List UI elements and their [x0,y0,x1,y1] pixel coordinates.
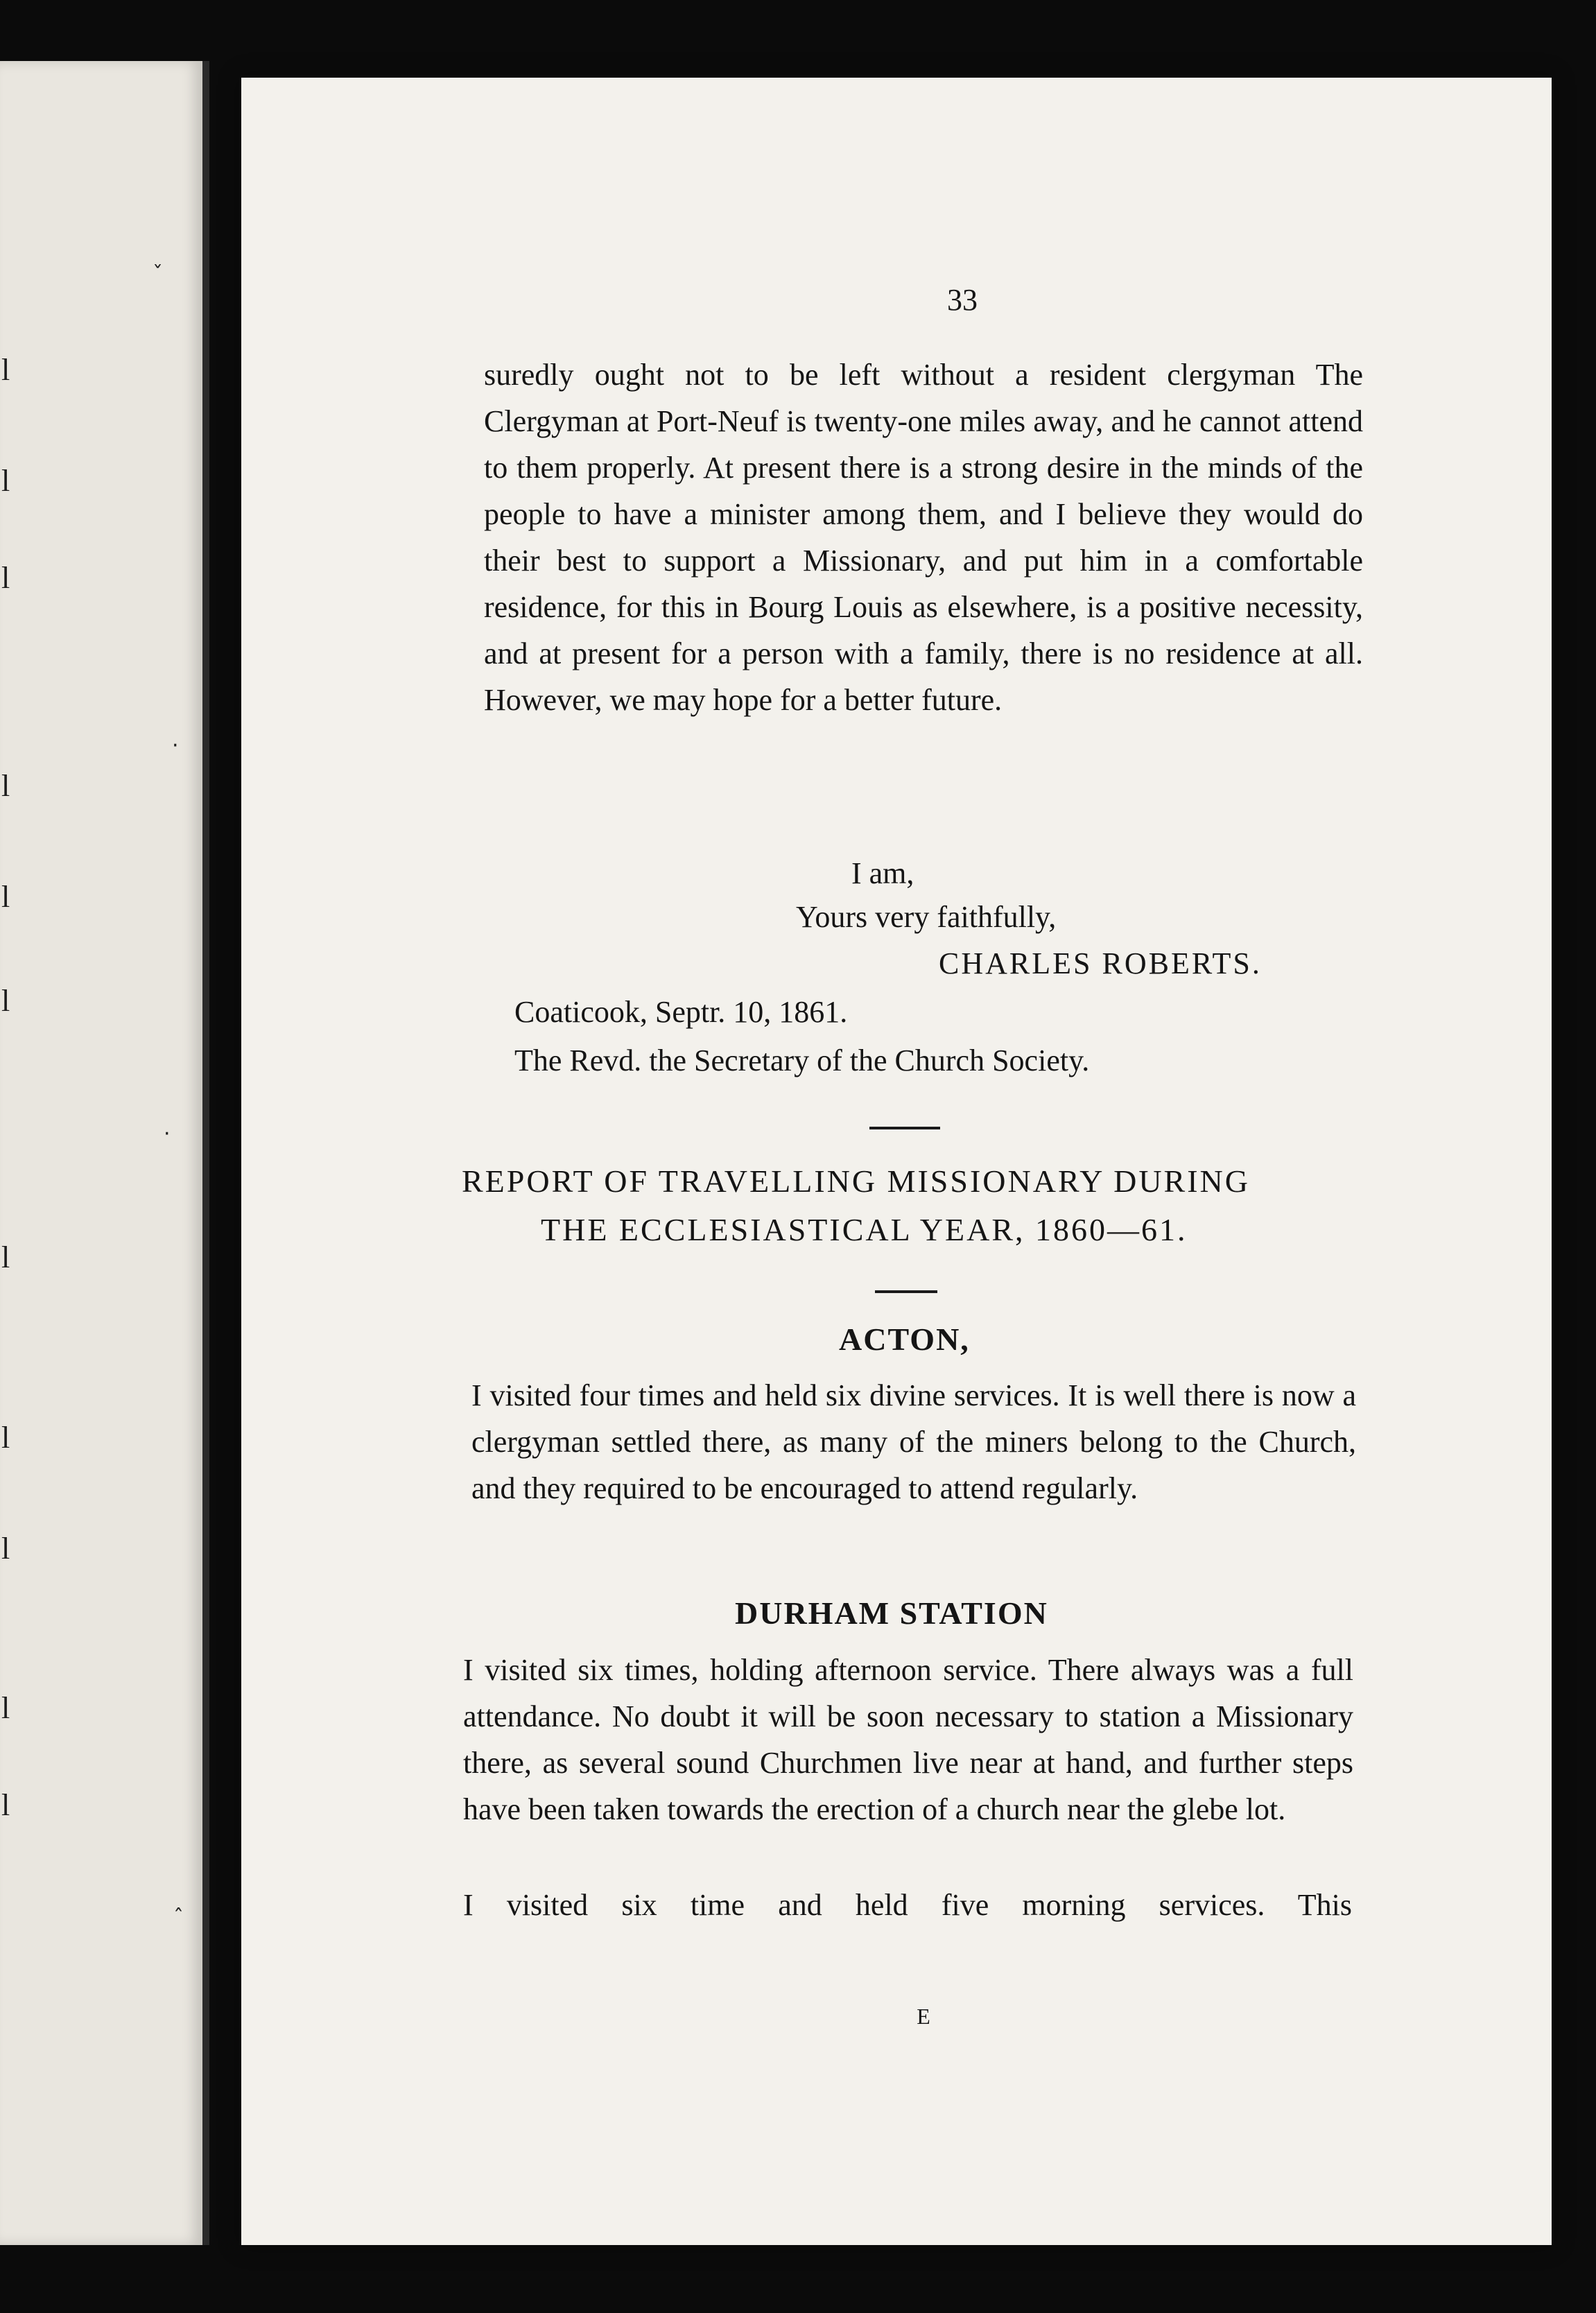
document-page [241,78,1552,2245]
signature: CHARLES ROBERTS. [939,946,1262,980]
section-divider [869,1127,940,1129]
adjacent-page-letter-fragments: l l l l l l l l l l l [1,353,10,1822]
section-body-acton: I visited four times and held six divine services. It is well there is now a clergyman settled there, as many of the miners belong to the Church, and they required to be encouraged to attend regularly. [471,1378,1356,1505]
addressee: The Revd. the Secretary of the Church Society. [514,1043,1090,1077]
report-title-line-2: THE ECCLESIASTICAL YEAR, 1860—61. [541,1212,1188,1247]
report-title-line-1: REPORT OF TRAVELLING MISSIONARY DURING [462,1163,1250,1199]
ink-speck: ˇ [153,262,163,286]
ink-speck: · [172,734,179,758]
section-divider [875,1290,937,1293]
trailing-line: I visited six time and held five morning services. This [463,1888,1352,1922]
section-heading-durham-station: DURHAM STATION [735,1595,1048,1631]
signature-mark: E [917,2004,930,2029]
ink-speck: · [164,1122,171,1146]
adjacent-page-edge [0,61,209,2245]
salutation: I am, [851,856,914,890]
page-number: 33 [947,283,978,317]
section-body-durham-station: I visited six times, holding afternoon service. There always was a full attendance. No doubt it will be soon necessary to station a Missionary there, as several sound Churchmen live near at hand, and further steps have been taken towards the erection of a church near the glebe lot. [463,1653,1353,1826]
ink-speck: ˆ [173,1905,184,1930]
intro-paragraph: suredly ought not to be left without a resident clergyman The Clergyman at Port-Neuf is twenty-one miles away, and he cannot attend to them properly. At present there is a strong desire in the minds of the people to have a minister among them, and I believe they would do their best to support a Missionary, and put him in a comfortable residence, for this in Bourg Louis as elsewhere, is a positive necessity, and at present for a person with a family, there is no residence at all. However, we may hope for a better future. [484,358,1363,717]
place-date: Coaticook, Septr. 10, 1861. [514,995,848,1029]
valediction: Yours very faithfully, [796,900,1057,934]
section-heading-acton: ACTON, [839,1322,970,1357]
